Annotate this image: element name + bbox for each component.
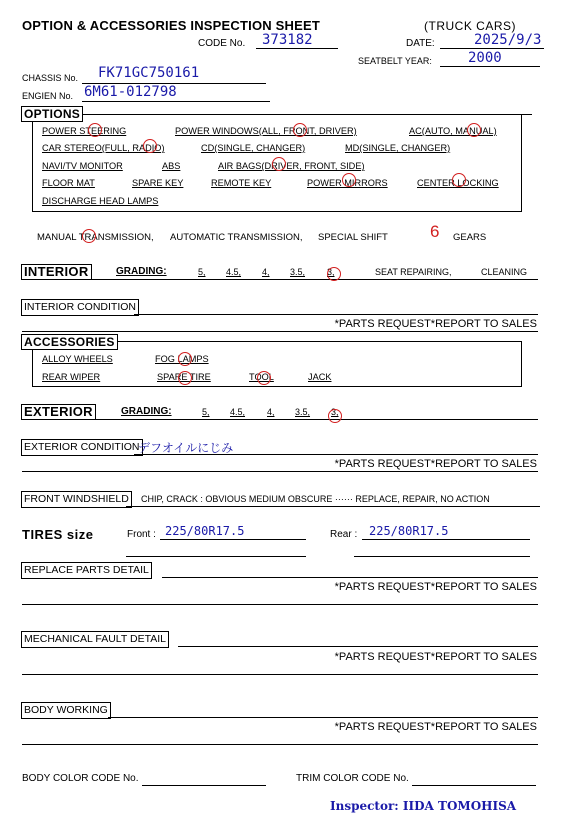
gears-label: GEARS — [453, 232, 487, 243]
interior-grade-3-5[interactable]: 3.5, — [290, 267, 306, 277]
special-shift[interactable]: SPECIAL SHIFT — [318, 232, 388, 243]
tires-front-value[interactable]: 225/80R17.5 — [165, 524, 245, 538]
interior-grading-label: GRADING: — [116, 266, 167, 277]
tires-front-label: Front : — [127, 529, 156, 540]
check-mark-circle — [452, 173, 466, 187]
interior-grade-5[interactable]: 5, — [198, 267, 206, 277]
trim-color-code-label: TRIM COLOR CODE No. — [296, 773, 409, 784]
check-mark-circle — [82, 229, 96, 243]
option-abs[interactable]: ABS — [162, 161, 181, 171]
exterior-grading-label: GRADING: — [121, 406, 172, 417]
exterior-grade-4[interactable]: 4, — [267, 407, 275, 417]
option-cd[interactable]: CD(SINGLE, CHANGER) — [201, 143, 306, 153]
options-heading: OPTIONS — [21, 106, 83, 122]
check-mark-circle — [178, 352, 192, 366]
cleaning[interactable]: CLEANING — [481, 267, 528, 277]
option-floor-mat[interactable]: FLOOR MAT — [42, 178, 95, 188]
code-label: CODE No. — [198, 38, 246, 49]
option-md[interactable]: MD(SINGLE, CHANGER) — [345, 143, 451, 153]
tires-label: TIRES size — [22, 527, 94, 542]
replace-parts-request: *PARTS REQUEST*REPORT TO SALES — [334, 581, 537, 593]
exterior-heading: EXTERIOR — [21, 404, 96, 420]
option-power-windows[interactable]: POWER WINDOWS(ALL, FRONT, DRIVER) — [175, 126, 357, 136]
option-discharge-head-lamps[interactable]: DISCHARGE HEAD LAMPS — [42, 196, 159, 206]
accessory-tool[interactable]: TOOL — [249, 372, 274, 382]
interior-heading: INTERIOR — [21, 264, 92, 280]
windshield-options[interactable]: CHIP, CRACK : OBVIOUS MEDIUM OBSCURE ······ REPLACE, REPAIR, NO ACTION — [141, 494, 490, 504]
body-color-code-label: BODY COLOR CODE No. — [22, 773, 139, 784]
exterior-grade-3-5[interactable]: 3.5, — [295, 407, 311, 417]
accessory-fog-lamps[interactable]: FOG LAMPS — [155, 354, 209, 364]
mechanical-parts-request: *PARTS REQUEST*REPORT TO SALES — [334, 651, 537, 663]
exterior-grade-5[interactable]: 5, — [202, 407, 210, 417]
exterior-condition-value[interactable]: デフオイルにじみ — [138, 441, 234, 455]
check-mark-circle — [272, 157, 286, 171]
accessory-rear-wiper[interactable]: REAR WIPER — [42, 372, 101, 382]
option-center-locking[interactable]: CENTER LOCKING — [417, 178, 499, 188]
accessory-alloy-wheels[interactable]: ALLOY WHEELS — [42, 354, 113, 364]
body-color-code-field[interactable] — [142, 785, 266, 786]
sheet-title: OPTION & ACCESSORIES INSPECTION SHEET — [22, 18, 321, 33]
code-value[interactable]: 373182 — [262, 32, 313, 48]
seat-repairing[interactable]: SEAT REPAIRING, — [375, 267, 452, 277]
body-working-parts-request: *PARTS REQUEST*REPORT TO SALES — [334, 721, 537, 733]
check-mark-circle — [328, 409, 342, 423]
interior-grade-3[interactable]: 3, — [327, 267, 335, 277]
option-ac[interactable]: AC(AUTO, MANUAL) — [409, 126, 497, 136]
check-mark-circle — [143, 139, 157, 153]
front-windshield-label: FRONT WINDSHIELD — [21, 491, 132, 508]
interior-parts-request: *PARTS REQUEST*REPORT TO SALES — [334, 318, 537, 330]
chassis-label: CHASSIS No. — [22, 73, 79, 83]
engine-value[interactable]: 6M61-012798 — [84, 84, 177, 100]
date-label: DATE: — [406, 38, 435, 49]
accessories-heading: ACCESSORIES — [21, 334, 118, 350]
exterior-parts-request: *PARTS REQUEST*REPORT TO SALES — [334, 458, 537, 470]
option-power-mirrors[interactable]: POWER MIRRORS — [307, 178, 388, 188]
check-mark-circle — [467, 123, 481, 137]
option-remote-key[interactable]: REMOTE KEY — [211, 178, 272, 188]
option-spare-key[interactable]: SPARE KEY — [132, 178, 184, 188]
check-mark-circle — [257, 371, 271, 385]
interior-grade-4[interactable]: 4, — [262, 267, 270, 277]
replace-parts-label: REPLACE PARTS DETAIL — [21, 562, 152, 579]
exterior-grade-3[interactable]: 3, — [331, 407, 339, 417]
option-car-stereo[interactable]: CAR STEREO(FULL, RADIO) — [42, 143, 165, 153]
interior-grade-4-5[interactable]: 4.5, — [226, 267, 242, 277]
seatbelt-value[interactable]: 2000 — [468, 50, 502, 66]
check-mark-circle — [293, 123, 307, 137]
mechanical-fault-label: MECHANICAL FAULT DETAIL — [21, 631, 169, 648]
exterior-condition-label: EXTERIOR CONDITION — [21, 439, 143, 456]
exterior-grade-4-5[interactable]: 4.5, — [230, 407, 246, 417]
chassis-value[interactable]: FK71GC750161 — [98, 65, 200, 81]
engine-label: ENGIEN No. — [22, 91, 74, 101]
option-air-bags[interactable]: AIR BAGS(DRIVER, FRONT, SIDE) — [218, 161, 365, 171]
check-mark-circle — [327, 267, 341, 281]
gears-value[interactable]: 6 — [430, 222, 440, 241]
seatbelt-label: SEATBELT YEAR: — [358, 56, 432, 66]
automatic-transmission[interactable]: AUTOMATIC TRANSMISSION, — [170, 232, 303, 243]
check-mark-circle — [88, 123, 102, 137]
option-power-steering[interactable]: POWER STEERING — [42, 126, 127, 136]
date-value[interactable]: 2025/9/3 — [474, 32, 542, 48]
manual-transmission[interactable]: MANUAL TRANSMISSION, — [37, 232, 154, 243]
trim-color-code-field[interactable] — [412, 785, 536, 786]
accessory-spare-tire[interactable]: SPARE TIRE — [157, 372, 211, 382]
tires-rear-value[interactable]: 225/80R17.5 — [369, 524, 449, 538]
option-navi-tv[interactable]: NAVI/TV MONITOR — [42, 161, 123, 171]
interior-condition-label: INTERIOR CONDITION — [21, 299, 139, 316]
vehicle-category: (TRUCK CARS) — [424, 19, 516, 33]
tires-rear-label: Rear : — [330, 529, 358, 540]
body-working-label: BODY WORKING — [21, 702, 111, 719]
check-mark-circle — [342, 173, 356, 187]
check-mark-circle — [178, 371, 192, 385]
accessory-jack[interactable]: JACK — [308, 372, 332, 382]
inspector-name: Inspector: IIDA TOMOHISA — [330, 799, 517, 813]
